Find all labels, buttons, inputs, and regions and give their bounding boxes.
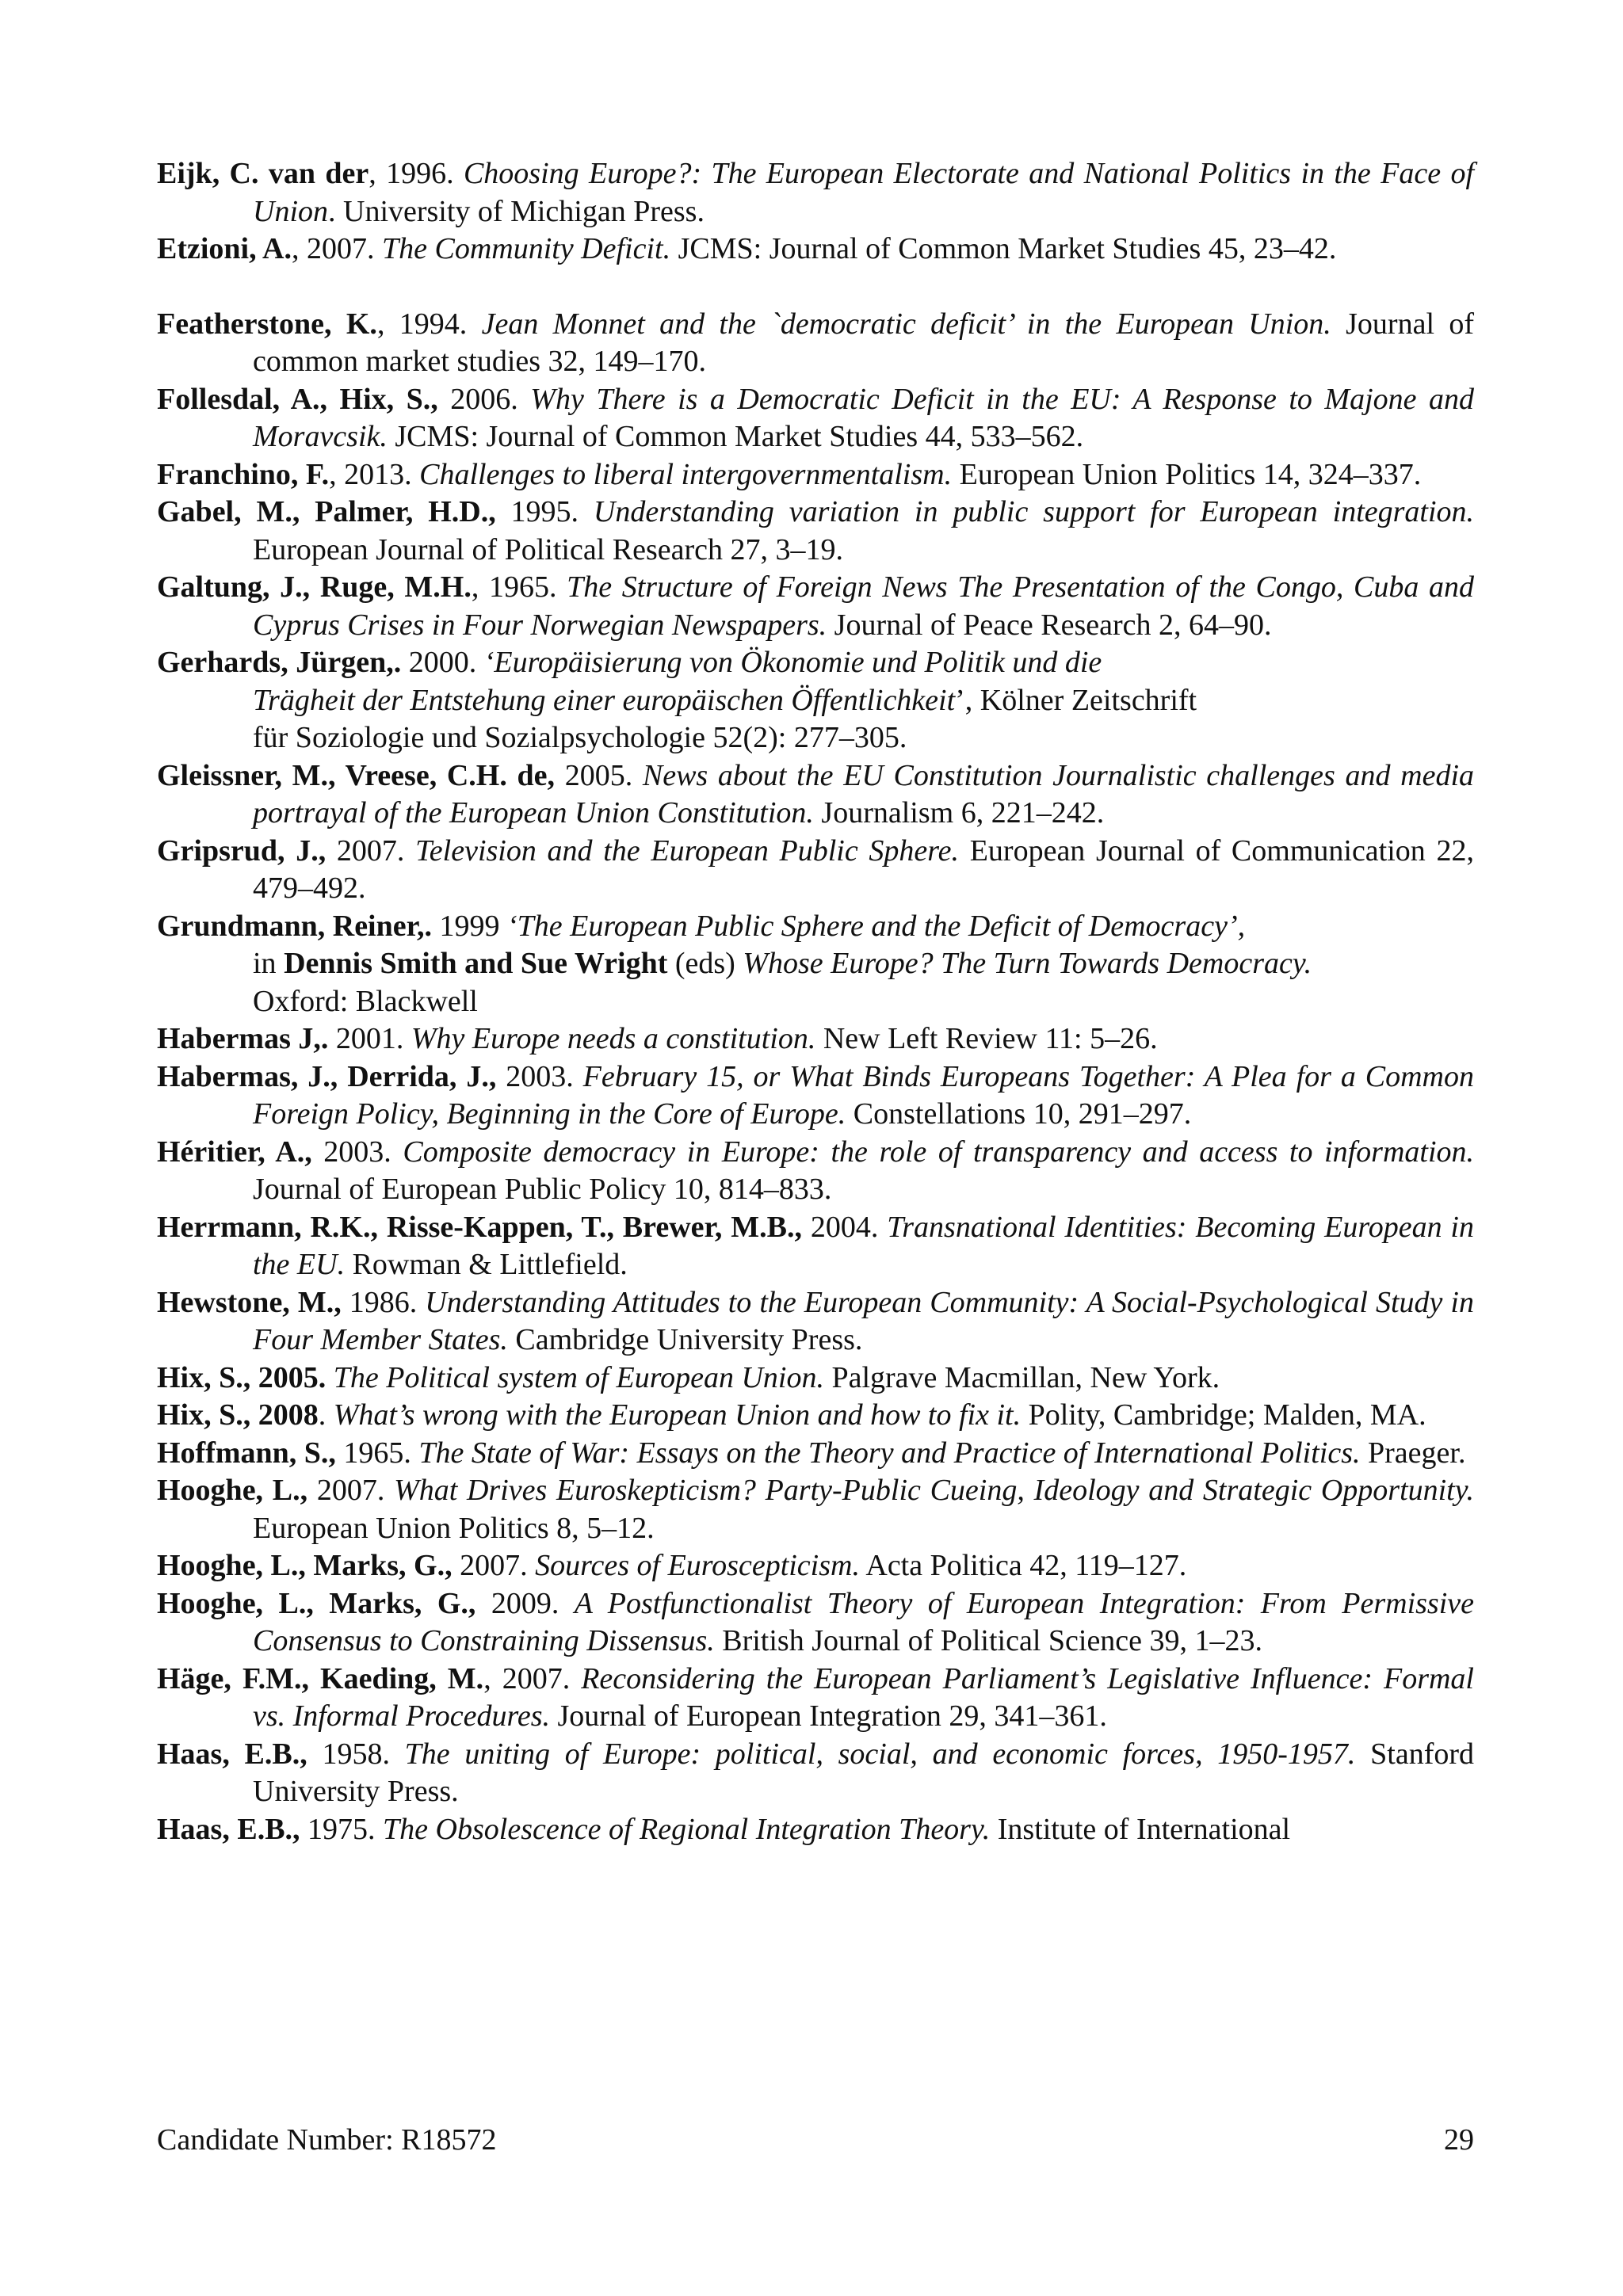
reference-etzioni: Etzioni, A., 2007. The Community Deficit. JCMS: Journal of Common Market Studies 45, 23–42. [157,232,1337,265]
ref-author: Hooghe, L., Marks, G., [157,1586,476,1620]
ref-title: Understanding variation in public support for European integration. [593,495,1475,528]
ref-author: Hewstone, M., [157,1285,342,1319]
reference-hooghe-marks-2007: Hooghe, L., Marks, G., 2007. Sources of Euroscepticism. Acta Politica 42, 119–127. [157,1549,1187,1582]
reference-haas-1975: Haas, E.B., 1975. The Obsolescence of Regional Integration Theory. Institute of International [157,1812,1291,1846]
ref-author: Herrmann, R.K., Risse-Kappen, T., Brewer, M.B., [157,1210,802,1244]
ref-author: Franchino, F. [157,457,330,491]
ref-title: The Political system of European Union. [333,1360,824,1394]
reference-list [157,155,1474,1848]
ref-author: Gleissner, M., Vreese, C.H. de, [157,758,556,792]
reference-featherstone: Featherstone, K., 1994. Jean Monnet and the `democratic deficit’ in the European Union. Journal of common market studies 32, 149–170. [157,307,1474,378]
ref-editors: Dennis Smith and Sue Wright [284,947,668,980]
reference-hooghe-marks-2009: Hooghe, L., Marks, G., 2009. A Postfunctionalist Theory of European Integration: From Permissive Consensus to Constraining Dissensus. British Journal of Political Science 39, 1–23. [157,1586,1474,1657]
reference-eijk: Eijk, C. van der, 1996. Choosing Europe?: The European Electorate and National Politics in the Face of Union. University of Michigan Press. [157,157,1474,228]
ref-book-title: Whose Europe? The Turn Towards Democracy. [743,947,1312,980]
ref-title: Why There is a Democratic Deficit in the EU: A Response to Majone and Moravcsik. [253,382,1475,453]
ref-title: Composite democracy in Europe: the role of transparency and access to information. [403,1135,1475,1169]
ref-title: February 15, or What Binds Europeans Together: A Plea for a Common Foreign Policy, Beginning in the Core of Europe. [253,1059,1474,1131]
reference-hoffmann: Hoffmann, S., 1965. The State of War: Essays on the Theory and Practice of International Politics. Praeger. [157,1436,1466,1470]
reference-hage: Häge, F.M., Kaeding, M., 2007. Reconsidering the European Parliament’s Legislative Influence: Formal vs. Informal Procedures. Journal of European Integration 29, 341–361. [157,1661,1474,1733]
ref-author: Häge, F.M., Kaeding, M. [157,1661,484,1695]
ref-title: Reconsidering the European Parliament’s Legislative Influence: Formal vs. Informal Procedures. [253,1661,1474,1733]
ref-author: Grundmann, Reiner,. [157,909,432,943]
ref-author: Hix, S., 2008 [157,1398,319,1432]
ref-author: Héritier, A., [157,1135,312,1169]
ref-title: Transnational Identities: Becoming European in the EU. [253,1210,1474,1281]
ref-title: Television and the European Public Sphere. [415,833,960,868]
reference-hewstone: Hewstone, M., 1986. Understanding Attitudes to the European Community: A Social-Psychological Study in Four Member States. Cambridge University Press. [157,1285,1474,1356]
ref-title: Jean Monnet and the `democratic deficit’ in the European Union. [481,307,1331,341]
ref-title: News about the EU Constitution Journalistic challenges and media portrayal of the European Union Constitution. [253,758,1475,830]
ref-author: Etzioni, A. [157,232,292,265]
ref-title: ‘The European Public Sphere and the Deficit of Democracy’, [507,909,1246,943]
ref-author: Gripsrud, J., [157,833,327,868]
ref-author: Galtung, J., Ruge, M.H. [157,570,472,604]
ref-author: Hix, S., 2005. [157,1360,327,1394]
ref-title: A Postfunctionalist Theory of European Integration: From Permissive Consensus to Constraining Dissensus. [253,1586,1474,1657]
ref-title: The Community Deficit. [381,232,671,265]
ref-author: Haas, E.B., [157,1737,307,1771]
ref-title: ‘Europäisierung von Ökonomie und Politik und die [483,646,1102,679]
ref-author: Follesdal, A., Hix, S., [157,382,438,416]
reference-grundmann: Grundmann, Reiner,. 1999 ‘The European Public Sphere and the Deficit of Democracy’, in Dennis Smith and Sue Wright (eds) Whose Europe? The Turn Towards Democracy. Oxford: Blackwell [157,909,1312,1018]
ref-title-continued: Trägheit der Entstehung einer europäischen Öffentlichkeit [253,683,956,717]
reference-hix-2005: Hix, S., 2005. The Political system of European Union. Palgrave Macmillan, New York. [157,1360,1220,1394]
reference-hooghe-2007: Hooghe, L., 2007. What Drives Euroskepticism? Party-Public Cueing, Ideology and Strategic Opportunity. European Union Politics 8, 5–12. [157,1474,1475,1545]
ref-title: Understanding Attitudes to the European Community: A Social-Psychological Study in Four Member States. [253,1285,1474,1356]
reference-gabel: Gabel, M., Palmer, H.D., 1995. Understanding variation in public support for European integration. European Journal of Political Research 27, 3–19. [157,495,1475,566]
reference-gerhards: Gerhards, Jürgen,. 2000. ‘Europäisierung von Ökonomie und Politik und die Trägheit der Entstehung einer europäischen Öffentlichkeit’, Kölner Zeitschrift für Soziologie und Sozialpsychologie 52(2): 277–305. [157,646,1197,754]
reference-gripsrud: Gripsrud, J., 2007. Television and the European Public Sphere. European Journal of Communication 22, 479–492. [157,833,1474,905]
ref-title: The uniting of Europe: political, social, and economic forces, 1950-1957. [404,1737,1356,1771]
ref-title: What’s wrong with the European Union and how to fix it. [333,1398,1022,1432]
ref-author: Habermas, J., Derrida, J., [157,1059,497,1093]
candidate-number: Candidate Number: R18572 [157,2123,497,2157]
reference-gleissner: Gleissner, M., Vreese, C.H. de, 2005. News about the EU Constitution Journalistic challenges and media portrayal of the European Union Constitution. Journalism 6, 221–242. [157,758,1475,830]
ref-title: What Drives Euroskepticism? Party-Public Cueing, Ideology and Strategic Opportunity. [394,1474,1475,1507]
reference-galtung: Galtung, J., Ruge, M.H., 1965. The Structure of Foreign News The Presentation of the Congo, Cuba and Cyprus Crises in Four Norwegian Newspapers. Journal of Peace Research 2, 64–90. [157,570,1475,642]
reference-franchino: Franchino, F., 2013. Challenges to liberal intergovernmentalism. European Union Politics 14, 324–337. [157,457,1422,491]
reference-habermas-2001: Habermas J,. 2001. Why Europe needs a constitution. New Left Review 11: 5–26. [157,1022,1158,1055]
ref-author: Habermas J,. [157,1022,329,1055]
ref-author: Gerhards, Jürgen,. [157,646,402,679]
reference-heritier: Héritier, A., 2003. Composite democracy in Europe: the role of transparency and access to information. Journal of European Public Policy 10, 814–833. [157,1135,1475,1206]
ref-title: Sources of Euroscepticism. [535,1549,860,1582]
ref-title: The State of War: Essays on the Theory and Practice of International Politics. [418,1436,1361,1470]
ref-title: Choosing Europe?: The European Electorate and National Politics in the Face of Union [253,157,1474,228]
ref-title: Challenges to liberal intergovernmentalism. [419,457,953,491]
ref-title: Why Europe needs a constitution. [411,1022,816,1055]
ref-author: Hooghe, L., [157,1474,308,1507]
ref-author: Eijk, C. van der [157,157,369,190]
reference-haas-1958: Haas, E.B., 1958. The uniting of Europe: political, social, and economic forces, 1950-1957. Stanford University Press. [157,1737,1475,1808]
ref-author: Hooghe, L., Marks, G., [157,1549,453,1582]
ref-author: Gabel, M., Palmer, H.D., [157,495,496,528]
ref-author: Haas, E.B., [157,1812,300,1846]
ref-author: Featherstone, K. [157,307,377,341]
ref-title: The Structure of Foreign News The Presentation of the Congo, Cuba and Cyprus Crises in Four Norwegian Newspapers. [253,570,1475,642]
reference-hix-2008: Hix, S., 2008. What’s wrong with the European Union and how to fix it. Polity, Cambridge; Malden, MA. [157,1398,1426,1432]
reference-habermas-derrida: Habermas, J., Derrida, J., 2003. February 15, or What Binds Europeans Together: A Plea for a Common Foreign Policy, Beginning in the Core of Europe. Constellations 10, 291–297. [157,1059,1474,1131]
reference-follesdal: Follesdal, A., Hix, S., 2006. Why There is a Democratic Deficit in the EU: A Response to Majone and Moravcsik. JCMS: Journal of Common Market Studies 44, 533–562. [157,382,1475,453]
ref-title: The Obsolescence of Regional Integration Theory. [383,1812,991,1846]
reference-herrmann: Herrmann, R.K., Risse-Kappen, T., Brewer, M.B., 2004. Transnational Identities: Becoming European in the EU. Rowman & Littlefield. [157,1210,1474,1281]
ref-author: Hoffmann, S., [157,1436,336,1470]
page-number: 29 [1444,2123,1474,2157]
